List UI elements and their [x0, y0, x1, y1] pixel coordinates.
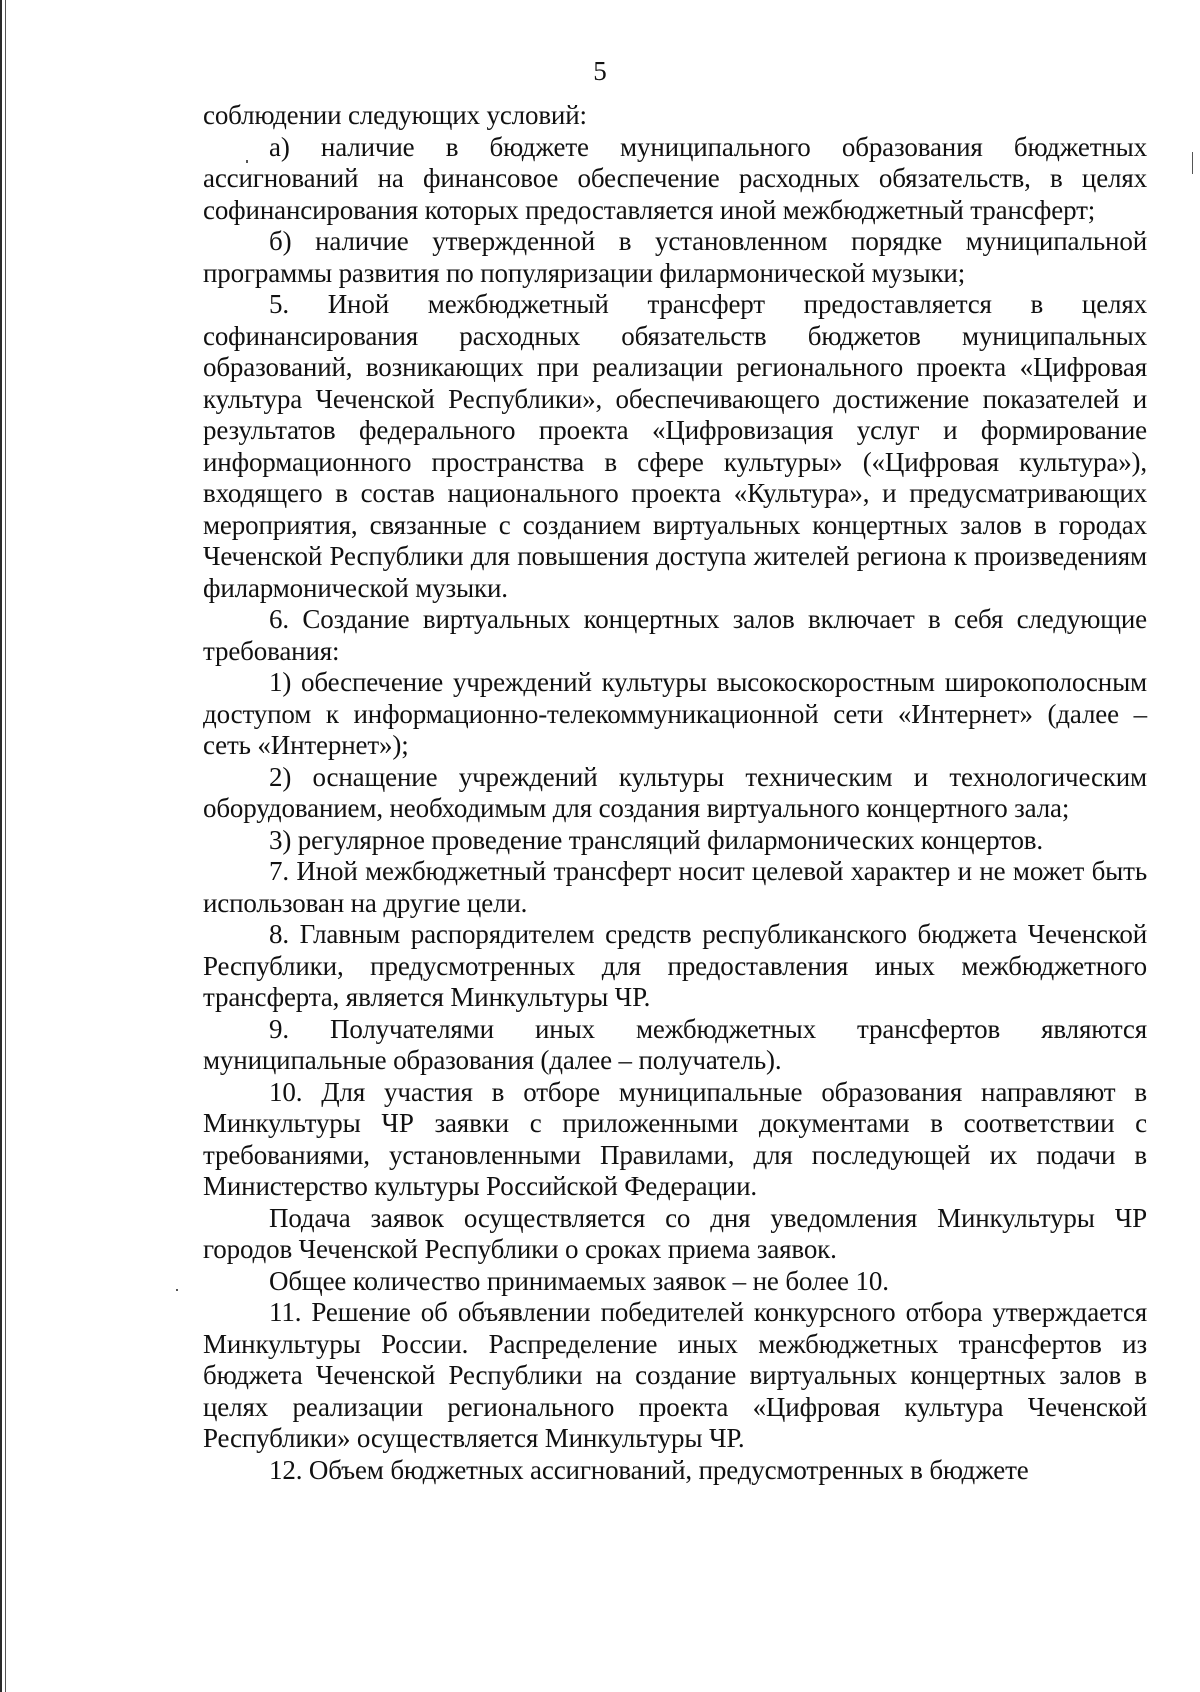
paragraph: 7. Иной межбюджетный трансферт носит целевой характер и не может быть использован на другие цели.	[203, 856, 1147, 918]
paragraph: 8. Главным распорядителем средств республиканского бюджета Чеченской Республики, предусмотренных для предоставления иных межбюджетного трансферта, является Минкультуры ЧР.	[203, 919, 1147, 1012]
paragraph: 11. Решение об объявлении победителей конкурсного отбора утверждается Минкультуры России. Распределение иных межбюджетных трансфертов из бюджета Чеченской Республики на создание виртуальных концертных залов в целях реализации регионального проекта «Цифровая культура Чеченской Республики» осуществляется Минкультуры ЧР.	[203, 1297, 1147, 1453]
scan-artifact	[176, 1289, 178, 1291]
paragraph: 9. Получателями иных межбюджетных трансфертов являются муниципальные образования (далее – получатель).	[203, 1013, 1147, 1075]
scan-border-line	[0, 0, 2, 1692]
page-number: 5	[593, 56, 607, 86]
paragraph: а) наличие в бюджете муниципального образования бюджетных ассигнований на финансовое обеспечение расходных обязательств, в целях софинансирования которых предоставляется иной межбюджетный трансферт;	[203, 131, 1147, 225]
paragraph: Подача заявок осуществляется со дня уведомления Минкультуры ЧР городов Чеченской Республики о сроках приема заявок.	[203, 1202, 1147, 1264]
paragraph: 10. Для участия в отборе муниципальные образования направляют в Минкультуры ЧР заявки с приложенными документами в соответствии с требованиями, установленными Правилами, для последующей их подачи в Министерство культуры Российской Федерации.	[203, 1076, 1147, 1201]
paragraph: 12. Объем бюджетных ассигнований, предусмотренных в бюджете	[269, 1454, 1029, 1485]
paragraph: Общее количество принимаемых заявок – не более 10.	[269, 1265, 889, 1296]
paragraph: 1) обеспечение учреждений культуры высокоскоростным широкополосным доступом к информационно-телекоммуникационной сети «Интернет» (далее – сеть «Интернет»);	[203, 667, 1147, 760]
paragraph: 3) регулярное проведение трансляций филармонических концертов.	[269, 824, 1044, 855]
paragraph: соблюдении следующих условий:	[203, 100, 587, 130]
paragraph: 5. Иной межбюджетный трансферт предоставляется в целях софинансирования расходных обязательств бюджетов муниципальных образований, возникающих при реализации регионального проекта «Цифровая культура Чеченской Республики», обеспечивающего достижение показателей и результатов федерального проекта «Цифровизация услуг и формирование информационного пространства в сфере культуры» («Цифровая культура»), входящего в состав национального проекта «Культура», и предусматривающих мероприятия, связанные с созданием виртуальных концертных залов в городах Чеченской Республики для повышения доступа жителей региона к произведениям филармонической музыки.	[203, 289, 1147, 603]
scan-artifact	[246, 160, 248, 163]
paragraph: б) наличие утвержденной в установленном порядке муниципальной программы развития по популяризации филармонической музыки;	[203, 226, 1147, 288]
scan-artifact	[1192, 152, 1193, 174]
scan-border-line	[5, 0, 6, 1692]
paragraph: 6. Создание виртуальных концертных залов включает в себя следующие требования:	[203, 604, 1147, 666]
document-body	[203, 100, 1147, 1486]
paragraph: 2) оснащение учреждений культуры техническим и технологическим оборудованием, необходимым для создания виртуального концертного зала;	[203, 761, 1147, 823]
